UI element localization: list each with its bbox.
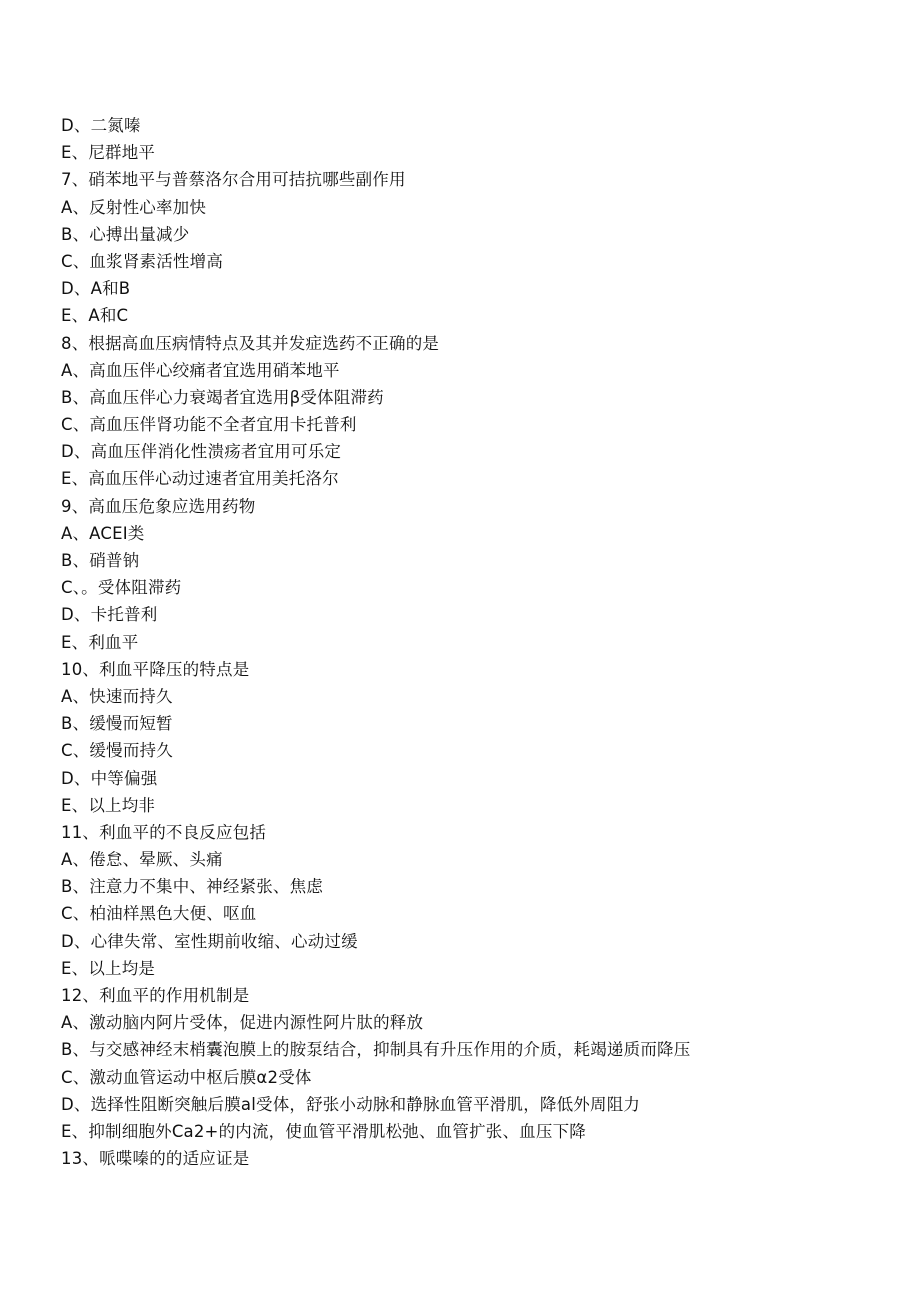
option-line: B、硝普钠 xyxy=(61,551,140,570)
question-line: 8、根据高血压病情特点及其并发症选药不正确的是 xyxy=(61,333,440,353)
option-line: B、与交感神经末梢囊泡膜上的胺泵结合，抑制具有升压作用的介质，耗竭递质而降压 xyxy=(61,1040,691,1060)
option-line: A、倦怠、晕厥、头痛 xyxy=(61,850,223,870)
question-line: 9、高血压危象应选用药物 xyxy=(61,496,256,516)
option-line: D、选择性阻断突触后膜al受体，舒张小动脉和静脉血管平滑肌，降低外周阻力 xyxy=(61,1094,641,1114)
option-line: C、血浆肾素活性增高 xyxy=(61,251,224,271)
option-line: A、ACEI类 xyxy=(61,523,145,543)
option-line: E、以上均是 xyxy=(61,958,156,978)
text-line: E、尼群地平 xyxy=(61,143,156,163)
option-line: A、高血压伴心绞痛者宜选用硝苯地平 xyxy=(61,360,340,380)
option-line: B、心搏出量减少 xyxy=(61,224,190,244)
text-line: D、二氮嗪 xyxy=(61,116,141,135)
option-line: C、高血压伴肾功能不全者宜用卡托普利 xyxy=(61,415,357,435)
option-line: A、快速而持久 xyxy=(61,686,173,706)
option-line: B、缓慢而短暂 xyxy=(61,714,173,734)
option-line: C、缓慢而持久 xyxy=(61,741,173,761)
question-line: 13、哌喋嗪的的适应证是 xyxy=(61,1149,250,1169)
option-line: A、反射性心率加快 xyxy=(61,197,207,217)
option-line: C、激动血管运动中枢后膜α2受体 xyxy=(61,1067,312,1087)
option-line: E、以上均非 xyxy=(61,795,156,815)
question-line: 11、利血平的不良反应包括 xyxy=(61,822,267,842)
option-line: C、柏油样黑色大便、呕血 xyxy=(61,904,257,924)
option-line: D、心律失常、室性期前收缩、心动过缓 xyxy=(61,931,358,951)
option-line: D、高血压伴消化性溃疡者宜用可乐定 xyxy=(61,442,342,462)
option-line: E、高血压伴心动过速者宜用美托洛尔 xyxy=(61,469,339,489)
option-line: D、卡托普利 xyxy=(61,605,158,625)
question-line: 10、利血平降压的特点是 xyxy=(61,659,250,679)
option-line: C、。受体阻滞药 xyxy=(61,578,182,598)
question-line: 7、硝苯地平与普蔡洛尔合用可拮抗哪些副作用 xyxy=(61,170,406,190)
option-line: A、激动脑内阿片受体，促进内源性阿片肽的释放 xyxy=(61,1013,424,1033)
option-line: D、A和B xyxy=(61,279,131,299)
question-line: 12、利血平的作用机制是 xyxy=(61,986,250,1005)
question-text-block xyxy=(61,112,881,1172)
option-line: E、利血平 xyxy=(61,632,139,652)
option-line: B、注意力不集中、神经紧张、焦虑 xyxy=(61,877,324,897)
option-line: B、高血压伴心力衰竭者宜选用β受体阻滞药 xyxy=(61,387,384,407)
option-line: E、A和C xyxy=(61,306,129,326)
option-line: E、抑制细胞外Ca2+的内流，使血管平滑肌松弛、血管扩张、血压下降 xyxy=(61,1121,586,1141)
option-line: D、中等偏强 xyxy=(61,768,158,788)
